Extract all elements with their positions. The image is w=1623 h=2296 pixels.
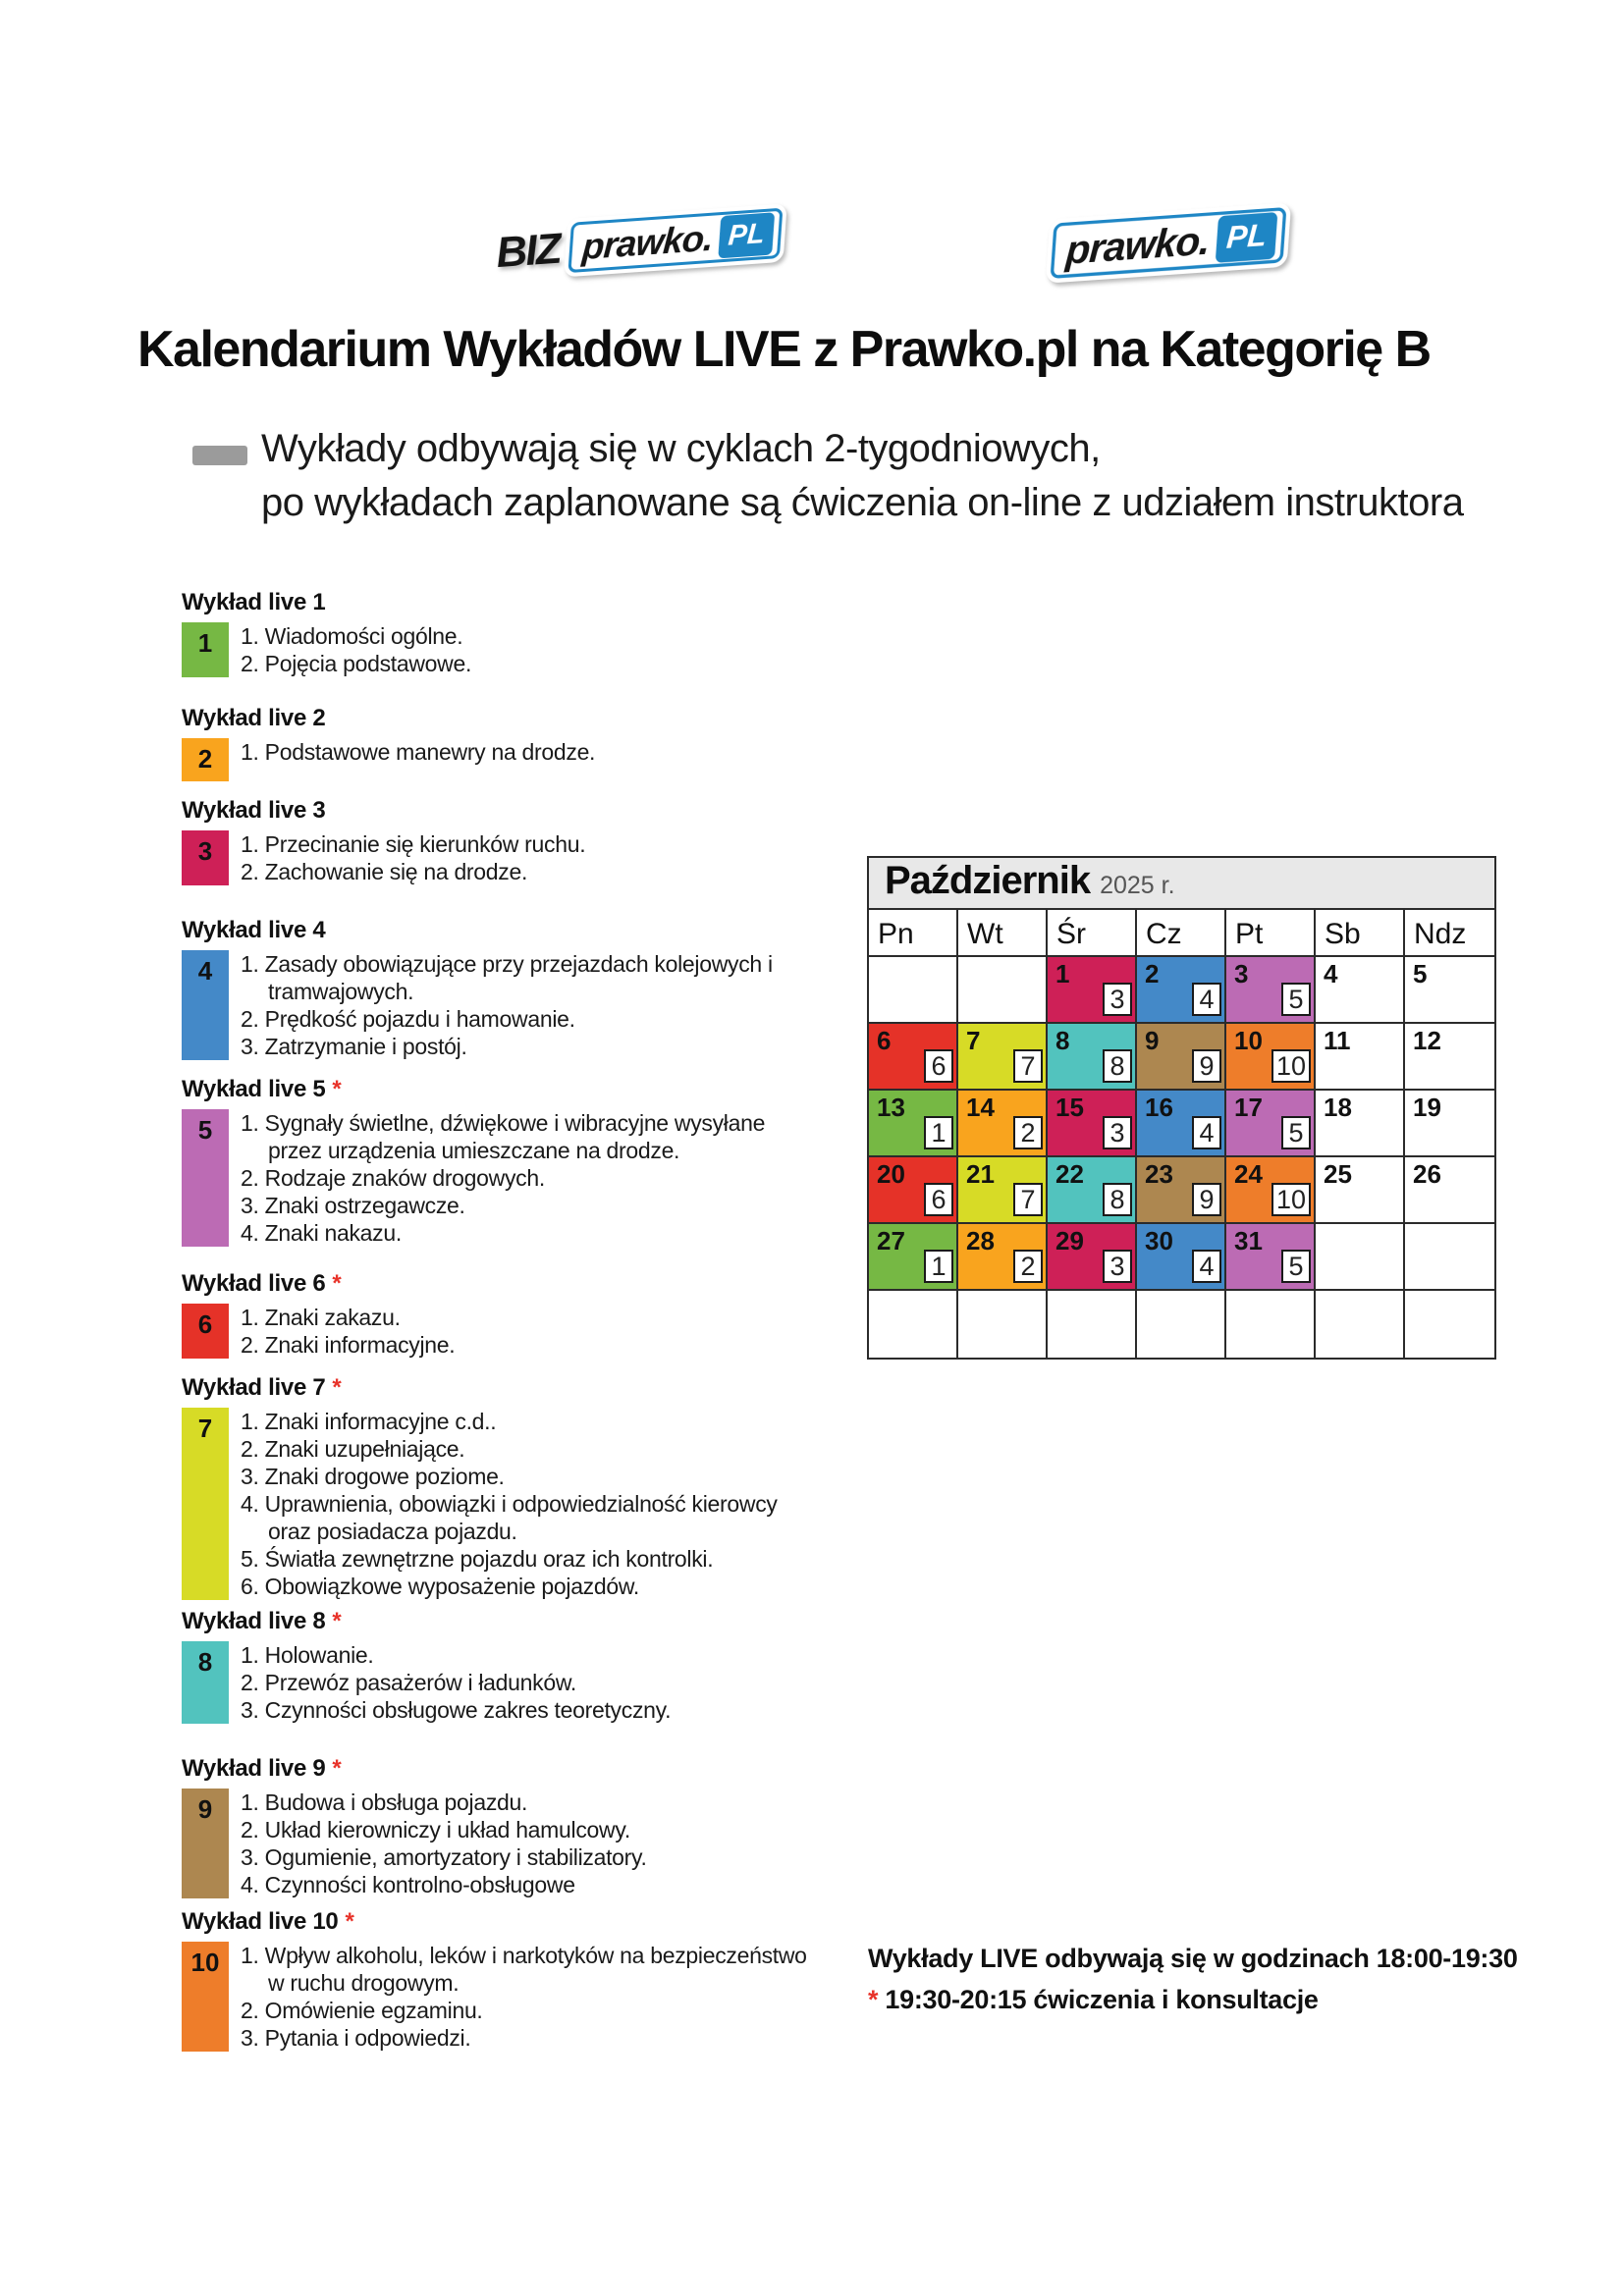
calendar-day-header: Pn [869,910,958,957]
calendar-lecture-badge: 1 [924,1116,953,1149]
calendar-day-cell [1405,1157,1494,1224]
lecture-topic-line: 5. Światła zewnętrzne pojazdu oraz ich kontrolki. [241,1546,714,1572]
lecture-heading [182,1270,455,1298]
lecture-number-box: 1 [182,622,229,677]
calendar-lecture-badge: 10 [1271,1049,1311,1083]
calendar-lecture-badge: 6 [924,1183,953,1216]
lecture-row [182,1408,778,1600]
calendar-day-number: 17 [1234,1093,1263,1122]
calendar-day-cell [1226,1224,1316,1291]
calendar-day-header: Śr [1048,910,1137,957]
calendar-day-header: Ndz [1405,910,1494,957]
lecture-topics [241,1408,778,1600]
calendar-day-cell [1405,957,1494,1024]
calendar-month: Październik [885,859,1091,902]
calendar-lecture-badge: 7 [1013,1049,1043,1083]
calendar-day-number: 29 [1055,1226,1084,1255]
footer-note-hours: Wykłady LIVE odbywają się w godzinach 18:00-19:30 [868,1944,1518,1973]
footer-note-exercises-text: 19:30-20:15 ćwiczenia i konsultacje [885,1985,1319,2014]
lecture-heading-text: Wykład live 3 [182,797,326,824]
lecture-topic-line: 4. Czynności kontrolno-obsługowe [241,1872,575,1897]
calendar-day-cell [1316,957,1405,1024]
lecture-heading [182,917,773,944]
lecture-block [182,1908,807,2052]
calendar-day-number: 12 [1413,1026,1441,1055]
lecture-block [182,1270,455,1359]
calendar-day-header: Cz [1137,910,1226,957]
lecture-asterisk: * [332,1270,342,1297]
calendar-lecture-badge: 8 [1103,1049,1132,1083]
subtitle [192,422,1463,530]
calendar-day-number: 3 [1234,959,1249,988]
calendar-day-cell [1226,1157,1316,1224]
lecture-topic-line: 3. Znaki ostrzegawcze. [241,1193,465,1218]
calendar-day-cell [1048,1091,1137,1157]
calendar-day-cell [1048,957,1137,1024]
calendar-day-cell [1316,1157,1405,1224]
calendar-day-cell [869,957,958,1024]
lecture-block [182,589,471,677]
lecture-row [182,950,773,1060]
subtitle-text [261,422,1463,530]
lecture-block [182,705,595,781]
calendar-day-number: 11 [1324,1026,1351,1055]
lecture-heading [182,1374,778,1402]
lecture-topic-line: 1. Znaki informacyjne c.d.. [241,1409,497,1434]
calendar-day-cell [1226,1291,1316,1358]
calendar-day-number: 18 [1324,1093,1352,1122]
lecture-number-box: 7 [182,1408,229,1600]
lecture-topic-line: 2. Prędkość pojazdu i hamowanie. [241,1006,575,1032]
lecture-row [182,738,595,781]
calendar-day-number: 5 [1413,959,1428,988]
lecture-row [182,1789,647,1898]
calendar-day-cell [1226,957,1316,1024]
lecture-asterisk: * [345,1908,354,1935]
calendar-day-cell [869,1024,958,1091]
lecture-topic-line: 6. Obowiązkowe wyposażenie pojazdów. [241,1574,639,1599]
calendar [867,856,1496,1360]
calendar-day-number: 7 [966,1026,981,1055]
lecture-topic-line: 2. Znaki informacyjne. [241,1332,456,1358]
calendar-day-cell [869,1291,958,1358]
lecture-block [182,1076,765,1247]
lecture-heading-text: Wykład live 4 [182,917,326,943]
calendar-lecture-badge: 4 [1192,1250,1221,1283]
calendar-day-cell [1137,1024,1226,1091]
calendar-lecture-badge: 6 [924,1049,953,1083]
lecture-number-box: 10 [182,1942,229,2052]
lecture-number-box: 2 [182,738,229,781]
calendar-lecture-badge: 7 [1013,1183,1043,1216]
lecture-topic-line: 2. Znaki uzupełniające. [241,1436,465,1462]
lecture-number-box: 3 [182,830,229,885]
calendar-day-number: 23 [1145,1159,1173,1189]
lecture-topic-line: 2. Omówienie egzaminu. [241,1998,483,2023]
calendar-day-number: 10 [1234,1026,1263,1055]
calendar-lecture-badge: 5 [1281,1116,1311,1149]
calendar-day-cell [1405,1291,1494,1358]
calendar-grid [869,910,1494,1358]
calendar-day-cell [958,1024,1048,1091]
lecture-heading-text: Wykład live 1 [182,589,326,615]
calendar-lecture-badge: 3 [1103,1116,1132,1149]
calendar-day-number: 30 [1145,1226,1173,1255]
calendar-lecture-badge: 4 [1192,1116,1221,1149]
logo-biz-text: BIZ [494,224,562,277]
lecture-topic-line: 1. Sygnały świetlne, dźwiękowe i wibracyjne wysyłane [241,1110,766,1136]
lecture-topic-line: oraz posiadacza pojazdu. [268,1519,517,1544]
lecture-heading-text: Wykład live 2 [182,705,326,731]
calendar-day-cell [958,957,1048,1024]
calendar-day-cell [1137,1091,1226,1157]
lecture-topic-line: 1. Podstawowe manewry na drodze. [241,739,596,765]
lecture-topic-line: 1. Wpływ alkoholu, leków i narkotyków na bezpieczeństwo [241,1943,807,1968]
lecture-heading [182,705,595,732]
lecture-topic-line: 2. Rodzaje znaków drogowych. [241,1165,545,1191]
calendar-day-number: 14 [966,1093,995,1122]
lecture-heading-text: Wykład live 8 [182,1608,326,1634]
lecture-topics [241,1942,807,2052]
calendar-day-number: 25 [1324,1159,1352,1189]
calendar-lecture-badge: 9 [1192,1183,1221,1216]
calendar-title-band [869,858,1494,910]
logo-prawko-text: prawko. [580,217,715,267]
calendar-day-number: 15 [1055,1093,1084,1122]
lecture-row [182,1942,807,2052]
subtitle-line-2: po wykładach zaplanowane są ćwiczenia on-line z udziałem instruktora [261,481,1464,524]
lecture-asterisk: * [332,1076,342,1102]
calendar-day-cell [1048,1291,1137,1358]
logo-prawko-text: prawko. [1064,217,1212,272]
lecture-row [182,622,471,677]
lecture-block [182,1755,647,1898]
calendar-day-cell [958,1224,1048,1291]
calendar-day-cell [869,1091,958,1157]
calendar-lecture-badge: 8 [1103,1183,1132,1216]
subtitle-line-1: Wykłady odbywają się w cyklach 2-tygodniowych, [261,427,1101,470]
logo-prawko-box [568,208,783,273]
lecture-topic-line: 1. Holowanie. [241,1642,374,1668]
lecture-number-box: 9 [182,1789,229,1898]
calendar-day-number: 21 [966,1159,995,1189]
calendar-day-number: 9 [1145,1026,1160,1055]
calendar-day-cell [1316,1291,1405,1358]
calendar-day-cell [1405,1224,1494,1291]
lecture-topic-line: w ruchu drogowym. [268,1970,460,1996]
lecture-block [182,1608,671,1724]
calendar-lecture-badge: 1 [924,1250,953,1283]
lecture-number-box: 5 [182,1109,229,1247]
lecture-topic-line: 2. Zachowanie się na drodze. [241,859,528,884]
lecture-asterisk: * [332,1608,342,1634]
calendar-lecture-badge: 3 [1103,983,1132,1016]
calendar-day-number: 28 [966,1226,995,1255]
lecture-topic-line: 2. Układ kierowniczy i układ hamulcowy. [241,1817,630,1842]
calendar-lecture-badge: 5 [1281,983,1311,1016]
logo-biz-prawko [495,208,784,278]
calendar-lecture-badge: 4 [1192,983,1221,1016]
calendar-day-cell [1405,1024,1494,1091]
calendar-day-number: 13 [877,1093,905,1122]
calendar-day-cell [1137,1224,1226,1291]
lecture-topic-line: 4. Uprawnienia, obowiązki i odpowiedzialność kierowcy [241,1491,778,1517]
calendar-day-number: 20 [877,1159,905,1189]
calendar-lecture-badge: 9 [1192,1049,1221,1083]
dash-bullet-icon [192,446,247,465]
calendar-day-cell [958,1091,1048,1157]
calendar-day-header: Sb [1316,910,1405,957]
lecture-row [182,830,585,885]
calendar-day-number: 19 [1413,1093,1441,1122]
logo-prawko-box [1051,207,1287,279]
calendar-day-number: 27 [877,1226,905,1255]
lecture-heading [182,589,471,616]
calendar-day-cell [1137,1291,1226,1358]
calendar-lecture-badge: 2 [1013,1250,1043,1283]
calendar-day-cell [1048,1157,1137,1224]
calendar-day-header: Wt [958,910,1048,957]
calendar-day-cell [1137,957,1226,1024]
lecture-topics [241,1641,671,1724]
calendar-day-cell [1405,1091,1494,1157]
calendar-day-number: 16 [1145,1093,1173,1122]
lecture-block [182,1374,778,1600]
calendar-day-number: 24 [1234,1159,1263,1189]
calendar-day-cell [1048,1024,1137,1091]
logo-pl-chip: PL [1216,212,1278,263]
calendar-lecture-badge: 3 [1103,1250,1132,1283]
calendar-day-cell [1137,1157,1226,1224]
calendar-lecture-badge: 5 [1281,1250,1311,1283]
lecture-heading [182,1755,647,1783]
footnote-asterisk: * [868,1985,879,2014]
lecture-heading [182,1908,807,1936]
calendar-day-number: 4 [1324,959,1338,988]
calendar-day-number: 6 [877,1026,892,1055]
calendar-day-cell [1226,1024,1316,1091]
lecture-topic-line: 3. Znaki drogowe poziome. [241,1464,505,1489]
calendar-lecture-badge: 2 [1013,1116,1043,1149]
calendar-day-number: 1 [1055,959,1070,988]
calendar-lecture-badge: 10 [1271,1183,1311,1216]
lecture-heading-text: Wykład live 7 [182,1374,326,1401]
lecture-heading-text: Wykład live 5 [182,1076,326,1102]
lecture-topic-line: 3. Czynności obsługowe zakres teoretyczny. [241,1697,672,1723]
lecture-block [182,797,585,885]
lecture-row [182,1641,671,1724]
lecture-topics [241,1789,647,1898]
lecture-number-box: 8 [182,1641,229,1724]
lecture-row [182,1109,765,1247]
logo-prawko [1051,207,1287,279]
lecture-topic-line: 3. Ogumienie, amortyzatory i stabilizatory. [241,1844,647,1870]
lecture-row [182,1304,455,1359]
calendar-day-number: 8 [1055,1026,1070,1055]
calendar-day-cell [869,1157,958,1224]
lecture-topic-line: 1. Przecinanie się kierunków ruchu. [241,831,586,857]
lecture-asterisk: * [332,1755,342,1782]
calendar-day-number: 22 [1055,1159,1084,1189]
calendar-day-cell [1316,1024,1405,1091]
calendar-day-number: 26 [1413,1159,1441,1189]
calendar-day-number: 2 [1145,959,1160,988]
lecture-heading [182,797,585,825]
lecture-topics [241,830,585,885]
lecture-number-box: 6 [182,1304,229,1359]
lecture-topics [241,950,773,1060]
calendar-day-cell [1048,1224,1137,1291]
lecture-topic-line: tramwajowych. [268,979,414,1004]
lecture-topics [241,1304,455,1359]
footer-note-exercises [868,1985,1319,2015]
lecture-heading [182,1608,671,1635]
lecture-heading-text: Wykład live 6 [182,1270,326,1297]
lecture-topic-line: przez urządzenia umieszczane na drodze. [268,1138,680,1163]
calendar-day-cell [1316,1224,1405,1291]
lecture-block [182,917,773,1060]
page-title: Kalendarium Wykładów LIVE z Prawko.pl na Kategorię B [137,321,1431,378]
calendar-year: 2025 r. [1100,872,1175,899]
lecture-heading-text: Wykład live 10 [182,1908,339,1935]
calendar-day-number: 31 [1234,1226,1263,1255]
lecture-topic-line: 3. Pytania i odpowiedzi. [241,2025,471,2051]
calendar-day-cell [1316,1091,1405,1157]
lecture-topic-line: 1. Znaki zakazu. [241,1305,401,1330]
lecture-topic-line: 2. Pojęcia podstawowe. [241,651,472,676]
lecture-topic-line: 1. Zasady obowiązujące przy przejazdach kolejowych i [241,951,773,977]
lecture-topic-line: 4. Znaki nakazu. [241,1220,402,1246]
lecture-topic-line: 1. Wiadomości ogólne. [241,623,463,649]
lecture-topic-line: 3. Zatrzymanie i postój. [241,1034,467,1059]
calendar-day-cell [1226,1091,1316,1157]
calendar-day-cell [958,1157,1048,1224]
lecture-asterisk: * [332,1374,342,1401]
lecture-number-box: 4 [182,950,229,1060]
lecture-topics [241,1109,765,1247]
lecture-topics [241,738,595,781]
lecture-heading [182,1076,765,1103]
logo-pl-chip: PL [718,212,775,258]
lecture-topics [241,622,471,677]
lecture-topic-line: 1. Budowa i obsługa pojazdu. [241,1789,528,1815]
calendar-day-cell [958,1291,1048,1358]
calendar-day-cell [869,1224,958,1291]
lecture-topic-line: 2. Przewóz pasażerów i ładunków. [241,1670,576,1695]
calendar-day-header: Pt [1226,910,1316,957]
lecture-heading-text: Wykład live 9 [182,1755,326,1782]
